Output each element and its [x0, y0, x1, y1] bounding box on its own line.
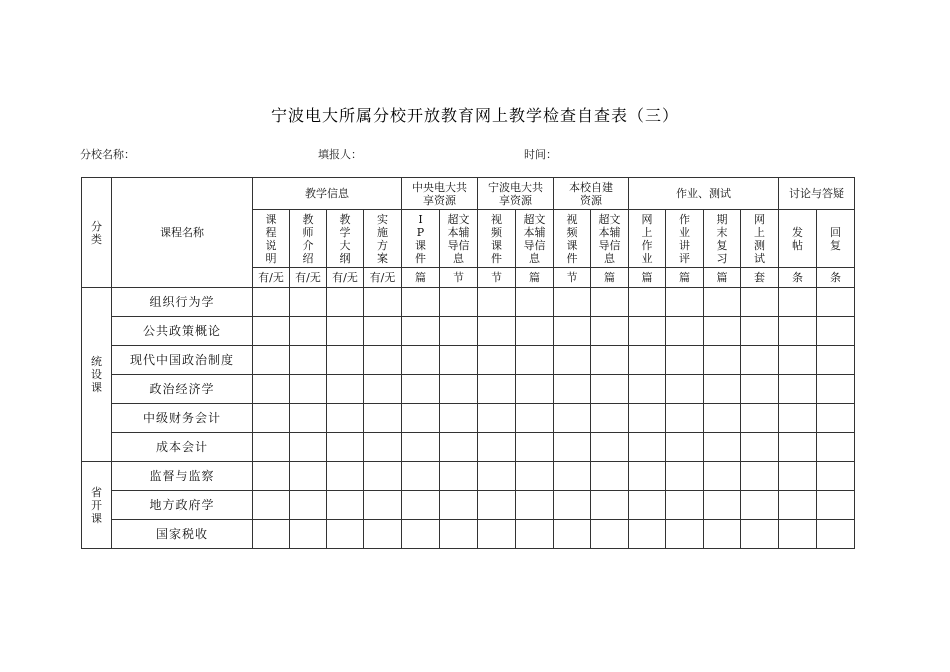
entry-cell[interactable] — [554, 317, 591, 346]
entry-cell[interactable] — [817, 346, 855, 375]
entry-cell[interactable] — [253, 462, 290, 491]
entry-cell[interactable] — [741, 462, 779, 491]
entry-cell[interactable] — [591, 346, 629, 375]
entry-cell[interactable] — [327, 433, 364, 462]
table-row — [82, 375, 855, 404]
unit-3: 有/无 — [364, 268, 402, 288]
entry-cell[interactable] — [327, 462, 364, 491]
entry-cell[interactable] — [779, 375, 817, 404]
entry-cell[interactable] — [253, 346, 290, 375]
unit-8: 节 — [554, 268, 591, 288]
entry-cell[interactable] — [554, 288, 591, 317]
entry-cell[interactable] — [817, 520, 855, 549]
unit-6: 节 — [478, 268, 516, 288]
entry-cell[interactable] — [290, 346, 327, 375]
table-row — [82, 288, 855, 317]
entry-cell[interactable] — [704, 317, 741, 346]
entry-cell[interactable] — [290, 317, 327, 346]
entry-cell[interactable] — [364, 288, 402, 317]
entry-cell[interactable] — [290, 288, 327, 317]
entry-cell[interactable] — [554, 491, 591, 520]
entry-cell[interactable] — [817, 462, 855, 491]
entry-cell[interactable] — [741, 317, 779, 346]
unit-14: 条 — [779, 268, 817, 288]
entry-cell[interactable] — [440, 346, 478, 375]
time-label: 时间： — [524, 148, 557, 161]
subheader-15: 回复 — [817, 210, 855, 268]
entry-cell[interactable] — [253, 317, 290, 346]
entry-cell[interactable] — [629, 317, 666, 346]
entry-cell[interactable] — [779, 491, 817, 520]
subheader-14: 发帖 — [779, 210, 817, 268]
unit-1: 有/无 — [290, 268, 327, 288]
entry-cell[interactable] — [364, 375, 402, 404]
page-title: 宁波电大所属分校开放教育网上教学检查自查表（三） — [270, 106, 679, 125]
entry-cell[interactable] — [327, 491, 364, 520]
subheader-4: IP课件 — [402, 210, 440, 268]
entry-cell[interactable] — [364, 346, 402, 375]
category-cell: 省开课 — [82, 462, 112, 549]
entry-cell[interactable] — [817, 288, 855, 317]
entry-cell[interactable] — [554, 520, 591, 549]
entry-cell[interactable] — [516, 288, 554, 317]
table-row — [82, 346, 855, 375]
entry-cell[interactable] — [402, 433, 440, 462]
course-name-cell: 公共政策概论 — [112, 317, 253, 346]
entry-cell[interactable] — [290, 462, 327, 491]
entry-cell[interactable] — [516, 462, 554, 491]
entry-cell[interactable] — [402, 462, 440, 491]
entry-cell[interactable] — [666, 288, 704, 317]
entry-cell[interactable] — [554, 404, 591, 433]
entry-cell[interactable] — [253, 288, 290, 317]
entry-cell[interactable] — [290, 404, 327, 433]
unit-10: 篇 — [629, 268, 666, 288]
table-row — [82, 462, 855, 491]
subheader-1: 教师介绍 — [290, 210, 327, 268]
entry-cell[interactable] — [741, 346, 779, 375]
entry-cell[interactable] — [327, 404, 364, 433]
entry-cell[interactable] — [478, 317, 516, 346]
entry-cell[interactable] — [704, 404, 741, 433]
entry-cell[interactable] — [290, 491, 327, 520]
subheader-13: 网上测试 — [741, 210, 779, 268]
entry-cell[interactable] — [364, 433, 402, 462]
entry-cell[interactable] — [629, 520, 666, 549]
entry-cell[interactable] — [779, 317, 817, 346]
subheader-9: 超文本辅导信息 — [591, 210, 629, 268]
entry-cell[interactable] — [516, 317, 554, 346]
entry-cell[interactable] — [440, 317, 478, 346]
entry-cell[interactable] — [327, 346, 364, 375]
subheader-11: 作业讲评 — [666, 210, 704, 268]
entry-cell[interactable] — [478, 433, 516, 462]
entry-cell[interactable] — [364, 462, 402, 491]
unit-11: 篇 — [666, 268, 704, 288]
entry-cell[interactable] — [478, 462, 516, 491]
entry-cell[interactable] — [779, 433, 817, 462]
entry-cell[interactable] — [516, 491, 554, 520]
entry-cell[interactable] — [290, 520, 327, 549]
entry-cell[interactable] — [741, 375, 779, 404]
group-discussion: 讨论与答疑 — [779, 178, 855, 210]
entry-cell[interactable] — [554, 433, 591, 462]
entry-cell[interactable] — [478, 375, 516, 404]
entry-cell[interactable] — [779, 462, 817, 491]
entry-cell[interactable] — [516, 433, 554, 462]
entry-cell[interactable] — [817, 317, 855, 346]
category-cell: 统设课 — [82, 288, 112, 462]
entry-cell[interactable] — [253, 404, 290, 433]
entry-cell[interactable] — [704, 491, 741, 520]
entry-cell[interactable] — [253, 433, 290, 462]
group-local-resources: 本校自建资源 — [554, 178, 629, 210]
entry-cell[interactable] — [629, 404, 666, 433]
course-name-cell: 中级财务会计 — [112, 404, 253, 433]
unit-5: 节 — [440, 268, 478, 288]
entry-cell[interactable] — [666, 433, 704, 462]
table-row — [82, 491, 855, 520]
entry-cell[interactable] — [629, 491, 666, 520]
subheader-2: 教学大纲 — [327, 210, 364, 268]
entry-cell[interactable] — [364, 491, 402, 520]
entry-cell[interactable] — [591, 288, 629, 317]
table-row — [82, 520, 855, 549]
entry-cell[interactable] — [817, 404, 855, 433]
course-name-cell: 政治经济学 — [112, 375, 253, 404]
course-name-cell: 组织行为学 — [112, 288, 253, 317]
entry-cell[interactable] — [629, 288, 666, 317]
subheader-8: 视频课件 — [554, 210, 591, 268]
entry-cell[interactable] — [591, 433, 629, 462]
entry-cell[interactable] — [741, 288, 779, 317]
subheader-6: 视频课件 — [478, 210, 516, 268]
entry-cell[interactable] — [554, 462, 591, 491]
subheader-10: 网上作业 — [629, 210, 666, 268]
entry-cell[interactable] — [591, 404, 629, 433]
unit-7: 篇 — [516, 268, 554, 288]
group-central-resources: 中央电大共享资源 — [402, 178, 478, 210]
entry-cell[interactable] — [440, 520, 478, 549]
entry-cell[interactable] — [478, 288, 516, 317]
entry-cell[interactable] — [704, 346, 741, 375]
entry-cell[interactable] — [704, 288, 741, 317]
subheader-3: 实施方案 — [364, 210, 402, 268]
entry-cell[interactable] — [516, 404, 554, 433]
entry-cell[interactable] — [327, 317, 364, 346]
entry-cell[interactable] — [629, 346, 666, 375]
subheader-0: 课程说明 — [253, 210, 290, 268]
entry-cell[interactable] — [402, 404, 440, 433]
entry-cell[interactable] — [516, 520, 554, 549]
entry-cell[interactable] — [554, 346, 591, 375]
entry-cell[interactable] — [402, 346, 440, 375]
course-name-cell: 地方政府学 — [112, 491, 253, 520]
entry-cell[interactable] — [290, 433, 327, 462]
entry-cell[interactable] — [704, 520, 741, 549]
entry-cell[interactable] — [817, 491, 855, 520]
entry-cell[interactable] — [290, 375, 327, 404]
table-row — [82, 404, 855, 433]
entry-cell[interactable] — [516, 375, 554, 404]
entry-cell[interactable] — [817, 433, 855, 462]
entry-cell[interactable] — [327, 520, 364, 549]
entry-cell[interactable] — [666, 346, 704, 375]
entry-cell[interactable] — [364, 404, 402, 433]
category-header: 分类 — [82, 178, 112, 288]
entry-cell[interactable] — [779, 288, 817, 317]
entry-cell[interactable] — [440, 491, 478, 520]
entry-cell[interactable] — [591, 462, 629, 491]
entry-cell[interactable] — [402, 317, 440, 346]
entry-cell[interactable] — [591, 520, 629, 549]
unit-2: 有/无 — [327, 268, 364, 288]
entry-cell[interactable] — [666, 317, 704, 346]
entry-cell[interactable] — [253, 491, 290, 520]
reporter-label: 填报人： — [318, 148, 362, 161]
subheader-5: 超文本辅导信息 — [440, 210, 478, 268]
school-name-label: 分校名称： — [80, 148, 135, 161]
entry-cell[interactable] — [779, 520, 817, 549]
entry-cell[interactable] — [704, 375, 741, 404]
unit-12: 篇 — [704, 268, 741, 288]
subheader-7: 超文本辅导信息 — [516, 210, 554, 268]
unit-0: 有/无 — [253, 268, 290, 288]
unit-15: 条 — [817, 268, 855, 288]
entry-cell[interactable] — [704, 433, 741, 462]
entry-cell[interactable] — [478, 520, 516, 549]
entry-cell[interactable] — [402, 288, 440, 317]
unit-4: 篇 — [402, 268, 440, 288]
group-homework-tests: 作业、测试 — [629, 178, 779, 210]
entry-cell[interactable] — [478, 491, 516, 520]
entry-cell[interactable] — [440, 375, 478, 404]
unit-13: 套 — [741, 268, 779, 288]
entry-cell[interactable] — [478, 346, 516, 375]
entry-cell[interactable] — [402, 375, 440, 404]
course-name-cell: 国家税收 — [112, 520, 253, 549]
table-row — [82, 433, 855, 462]
unit-9: 篇 — [591, 268, 629, 288]
entry-cell[interactable] — [440, 433, 478, 462]
entry-cell[interactable] — [327, 288, 364, 317]
course-name-cell: 监督与监察 — [112, 462, 253, 491]
entry-cell[interactable] — [591, 375, 629, 404]
entry-cell[interactable] — [440, 404, 478, 433]
entry-cell[interactable] — [741, 404, 779, 433]
entry-cell[interactable] — [666, 491, 704, 520]
course-name-cell: 现代中国政治制度 — [112, 346, 253, 375]
course-name-header: 课程名称 — [112, 178, 253, 288]
entry-cell[interactable] — [402, 520, 440, 549]
entry-cell[interactable] — [478, 404, 516, 433]
course-name-cell: 成本会计 — [112, 433, 253, 462]
entry-cell[interactable] — [779, 404, 817, 433]
entry-cell[interactable] — [779, 346, 817, 375]
entry-cell[interactable] — [554, 375, 591, 404]
entry-cell[interactable] — [629, 375, 666, 404]
entry-cell[interactable] — [741, 491, 779, 520]
entry-cell[interactable] — [666, 404, 704, 433]
entry-cell[interactable] — [666, 462, 704, 491]
entry-cell[interactable] — [327, 375, 364, 404]
entry-cell[interactable] — [253, 520, 290, 549]
entry-cell[interactable] — [440, 462, 478, 491]
entry-cell[interactable] — [817, 375, 855, 404]
group-teaching-info: 教学信息 — [253, 178, 402, 210]
entry-cell[interactable] — [629, 462, 666, 491]
entry-cell[interactable] — [516, 346, 554, 375]
entry-cell[interactable] — [364, 317, 402, 346]
entry-cell[interactable] — [440, 288, 478, 317]
entry-cell[interactable] — [666, 375, 704, 404]
self-check-table — [81, 177, 855, 549]
entry-cell[interactable] — [741, 520, 779, 549]
entry-cell[interactable] — [741, 433, 779, 462]
subheader-12: 期末复习 — [704, 210, 741, 268]
entry-cell[interactable] — [364, 520, 402, 549]
entry-cell[interactable] — [253, 375, 290, 404]
entry-cell[interactable] — [591, 491, 629, 520]
entry-cell[interactable] — [591, 317, 629, 346]
entry-cell[interactable] — [704, 462, 741, 491]
entry-cell[interactable] — [402, 491, 440, 520]
group-ningbo-resources: 宁波电大共享资源 — [478, 178, 554, 210]
entry-cell[interactable] — [629, 433, 666, 462]
table-row — [82, 317, 855, 346]
entry-cell[interactable] — [666, 520, 704, 549]
